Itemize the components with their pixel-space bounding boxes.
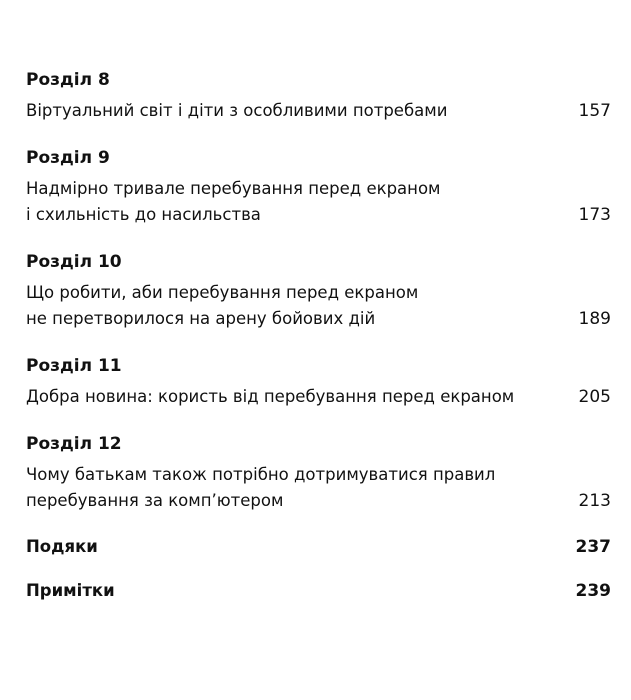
page-number: 205 (578, 387, 611, 407)
chapter-label: Розділ 11 (26, 356, 122, 376)
entry-title (26, 280, 418, 332)
page-number: 237 (575, 537, 611, 557)
chapter-12 (26, 432, 611, 514)
chapter-label: Розділ 10 (26, 252, 122, 272)
entry-title (26, 176, 440, 228)
entry-title (26, 462, 495, 514)
chapter-11 (26, 354, 611, 410)
toc-entry[interactable] (26, 280, 611, 332)
entry-title-line: не перетворилося на арену бойових дій (26, 309, 376, 328)
chapter-9 (26, 146, 611, 228)
entry-title-line: Віртуальний світ і діти з особливими потребами (26, 101, 448, 120)
page-number: 173 (578, 205, 611, 225)
toc-entry-notes[interactable] (26, 578, 611, 604)
entry-title-line: Надмірно тривале перебування перед екраном (26, 179, 441, 198)
toc-entry[interactable] (26, 176, 611, 228)
toc-entry[interactable] (26, 98, 611, 124)
toc-entry-acknowledgements[interactable] (26, 534, 611, 560)
page-number: 213 (578, 491, 611, 511)
chapter-label: Розділ 12 (26, 434, 122, 454)
entry-title-line: Добра новина: користь від перебування перед екраном (26, 387, 515, 406)
entry-title-line: Що робити, аби перебування перед екраном (26, 283, 419, 302)
entry-title (26, 98, 447, 124)
entry-title (26, 384, 514, 410)
chapter-label: Розділ 9 (26, 148, 110, 168)
entry-title-line: перебування за комп’ютером (26, 491, 284, 510)
entry-title: Подяки (26, 537, 98, 556)
entry-title: Примітки (26, 581, 115, 600)
page-number: 239 (575, 581, 611, 601)
entry-title-line: і схильність до насильства (26, 205, 261, 224)
chapter-label: Розділ 8 (26, 70, 110, 90)
page-number: 157 (578, 101, 611, 121)
chapter-10 (26, 250, 611, 332)
toc-entry[interactable] (26, 462, 611, 514)
page-number: 189 (578, 309, 611, 329)
entry-title-line: Чому батькам також потрібно дотримуватися правил (26, 465, 496, 484)
toc-entry[interactable] (26, 384, 611, 410)
chapter-8 (26, 68, 611, 124)
